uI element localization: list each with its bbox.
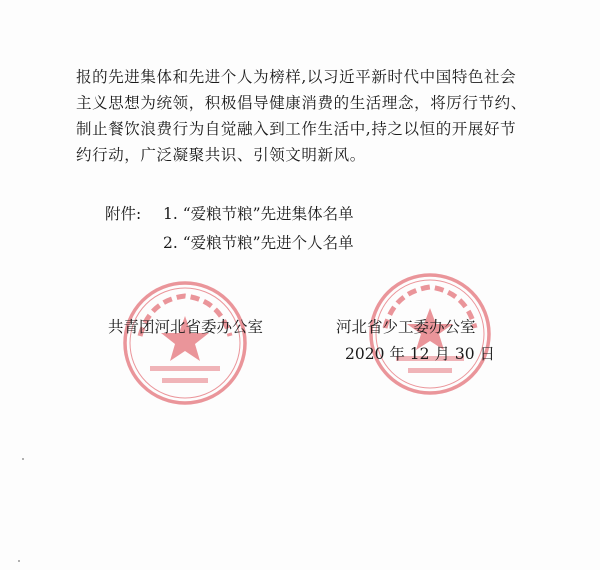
attachment-row-2 [105, 229, 354, 258]
body-line-3: 制止餐饮浪费行为自觉融入到工作生活中,持之以恒的开展好节 [76, 120, 517, 138]
body-line-4: 约行动，广泛凝聚共识、引领文明新风。 [76, 146, 366, 164]
body-paragraph [76, 64, 546, 168]
signature-right-organization: 河北省少工委办公室 [336, 318, 476, 336]
signature-left-organization: 共青团河北省委办公室 [108, 318, 264, 336]
body-line-2: 主义思想为统领，积极倡导健康消费的生活理念，将厉行节约、 [76, 94, 527, 112]
signature-date: 2020 年 12 月 30 日 [345, 345, 496, 363]
attachments-label: 附件: [105, 205, 142, 223]
red-official-seal-icon [120, 278, 250, 408]
attachment-item-2: 2. “爱粮节粮”先进个人名单 [163, 234, 354, 252]
scan-speck [22, 458, 24, 460]
attachment-item-1: 1. “爱粮节粮”先进集体名单 [163, 205, 354, 223]
attachments-section [105, 200, 354, 258]
body-line-1: 报的先进集体和先进个人为榜样,以习近平新时代中国特色社会 [76, 68, 517, 86]
attachment-row-1 [105, 200, 354, 229]
scan-speck [18, 560, 20, 562]
